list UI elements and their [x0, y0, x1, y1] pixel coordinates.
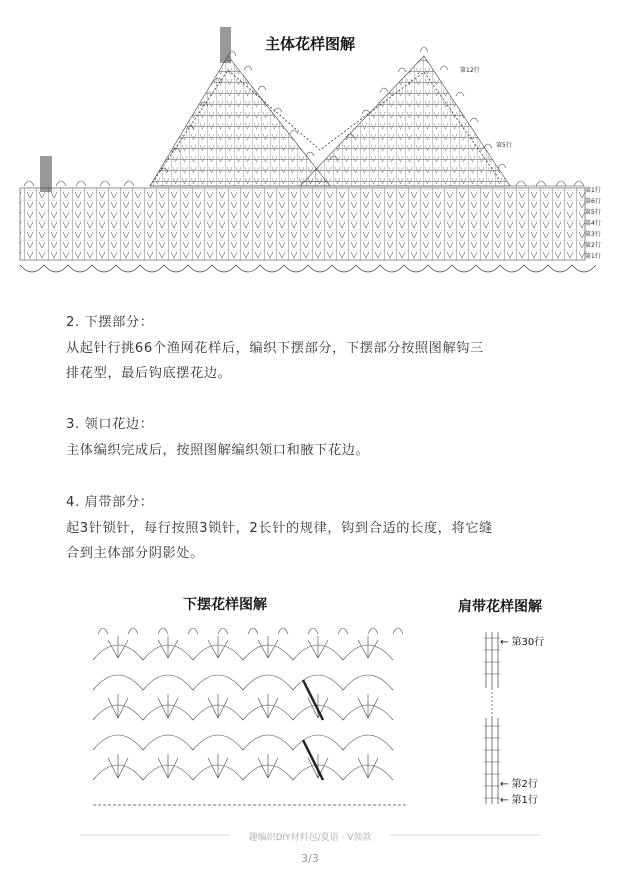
section-neckline [66, 412, 576, 463]
footer-text: 趣编织DIY材料包/夏语 · V领款 [248, 833, 372, 843]
section-hem-line-1: 从起针行挑66个渔网花样后，编织下摆部分，下摆部分按照图解钩三 [66, 340, 484, 356]
section-hem-heading: 2. 下摆部分： [66, 315, 154, 330]
strap-row-label-2-text: 第2行 [511, 779, 538, 790]
row-label-4: 第4行 [585, 220, 601, 227]
strap-row-label-30-text: 第30行 [511, 637, 545, 648]
row-label-2: 第2行 [585, 242, 601, 249]
section-hem [66, 310, 576, 387]
hem-crochet-chart [88, 620, 418, 820]
strap-row-label-1-text: 第1行 [511, 795, 538, 806]
section-hem-line-2: 排花型，最后钩底摆花边。 [66, 366, 232, 381]
section-strap-line-1: 起3针锁针，每行按照3锁针，2长针的规律，钩到合适的长度，将它缝 [66, 520, 493, 536]
section-neckline-heading: 3. 领口花边： [66, 417, 154, 432]
row-label-5: 第5行 [585, 209, 601, 216]
row-label-1: 第1行 [585, 253, 601, 260]
section-strap-line-2: 合到主体部分阴影处。 [66, 546, 204, 561]
main-chart-title: 主体花样图解 [264, 35, 355, 53]
strap-chart-title: 肩带花样图解 [458, 599, 542, 615]
main-crochet-chart [0, 0, 620, 300]
strap-row-label-30: ← 第30行 [500, 637, 545, 648]
right-peak [300, 56, 510, 186]
row-label-12: 第12行 [460, 67, 480, 74]
strap-row-label-2: ← 第2行 [500, 779, 538, 790]
left-peak [150, 56, 330, 186]
row-label-5-peak: 第5行 [496, 142, 512, 149]
page-number: 3/3 [301, 852, 319, 865]
lower-chart-title: 下摆花样图解 [183, 597, 267, 613]
row-label-3: 第3行 [585, 231, 601, 238]
section-strap [66, 490, 576, 567]
row-label-6: 第6行 [585, 198, 601, 205]
section-strap-heading: 4. 肩带部分： [66, 495, 154, 510]
strap-row-label-1: ← 第1行 [500, 795, 538, 806]
row-label-1-top: 第1行 [585, 187, 601, 194]
shade-marker-left [40, 156, 52, 192]
section-neckline-line-1: 主体编织完成后，按照图解编织领口和腋下花边。 [66, 442, 370, 458]
